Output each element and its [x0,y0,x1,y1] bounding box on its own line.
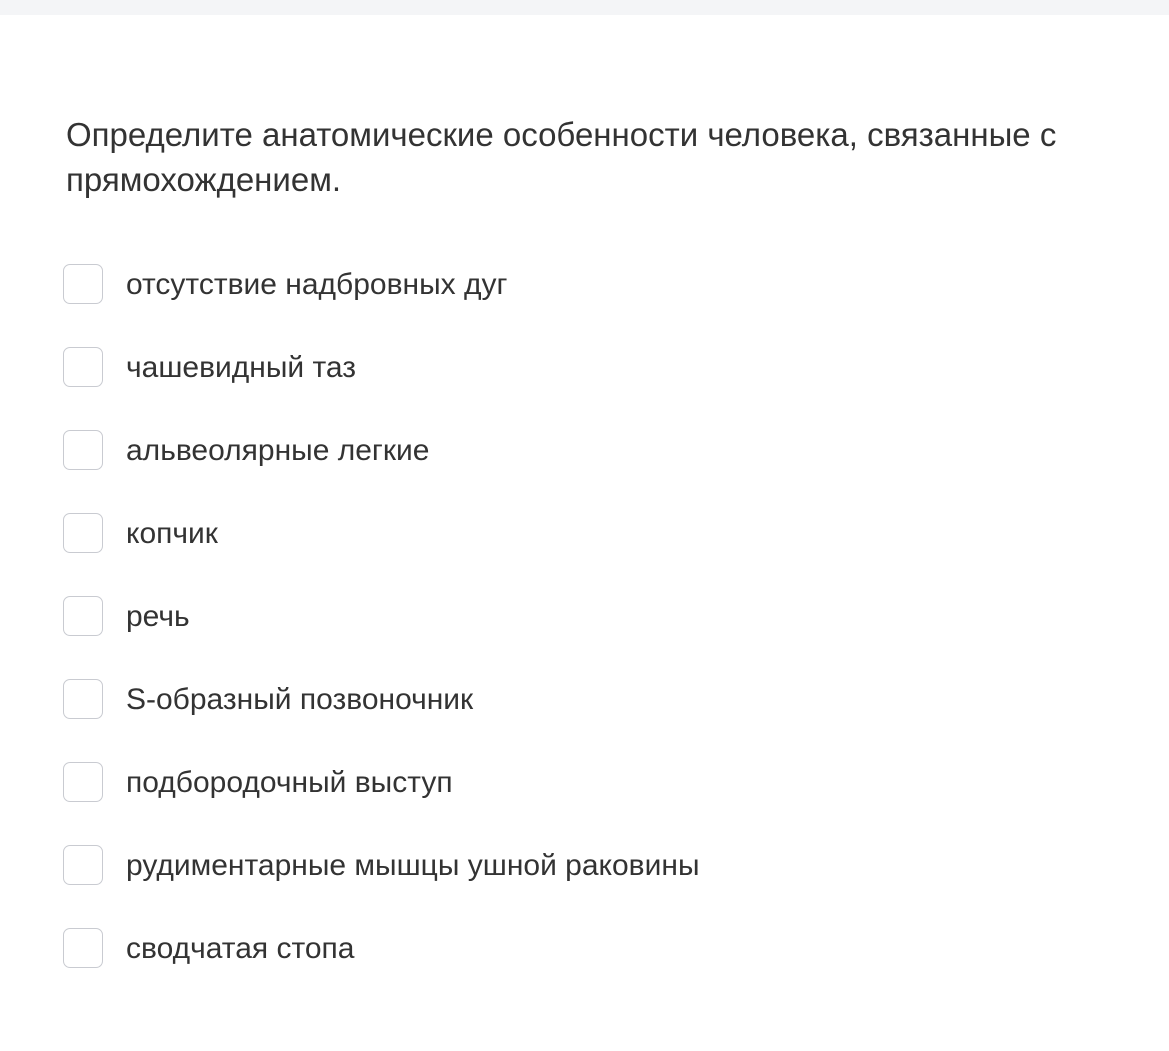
option-label[interactable]: альвеолярные легкие [126,434,430,467]
option-label[interactable]: копчик [126,517,218,550]
option-item[interactable] [63,513,1163,555]
option-label[interactable]: речь [126,600,190,633]
option-item[interactable] [63,596,1163,638]
checkbox[interactable] [63,679,103,719]
checkbox[interactable] [63,762,103,802]
checkbox[interactable] [63,596,103,636]
checkbox[interactable] [63,347,103,387]
question-line-2: прямохождением. [66,161,342,198]
checkbox[interactable] [63,928,103,968]
option-label[interactable]: подбородочный выступ [126,766,453,799]
option-item[interactable] [63,762,1163,804]
option-item[interactable] [63,430,1163,472]
question-line-1: Определите анатомические особенности человека, связанные с [66,116,1057,153]
option-label[interactable]: сводчатая стопа [126,932,355,965]
option-item[interactable] [63,928,1163,970]
answer-options [63,264,1163,1011]
checkbox[interactable] [63,430,103,470]
question-text [66,112,1169,202]
option-item[interactable] [63,347,1163,389]
checkbox[interactable] [63,513,103,553]
option-label[interactable]: отсутствие надбровных дуг [126,268,508,301]
checkbox[interactable] [63,264,103,304]
option-label[interactable]: S-образный позвоночник [126,683,474,716]
option-item[interactable] [63,679,1163,721]
option-item[interactable] [63,845,1163,887]
option-label[interactable]: чашевидный таз [126,351,356,384]
top-strip [0,0,1169,15]
option-item[interactable] [63,264,1163,306]
option-label[interactable]: рудиментарные мышцы ушной раковины [126,849,700,882]
checkbox[interactable] [63,845,103,885]
